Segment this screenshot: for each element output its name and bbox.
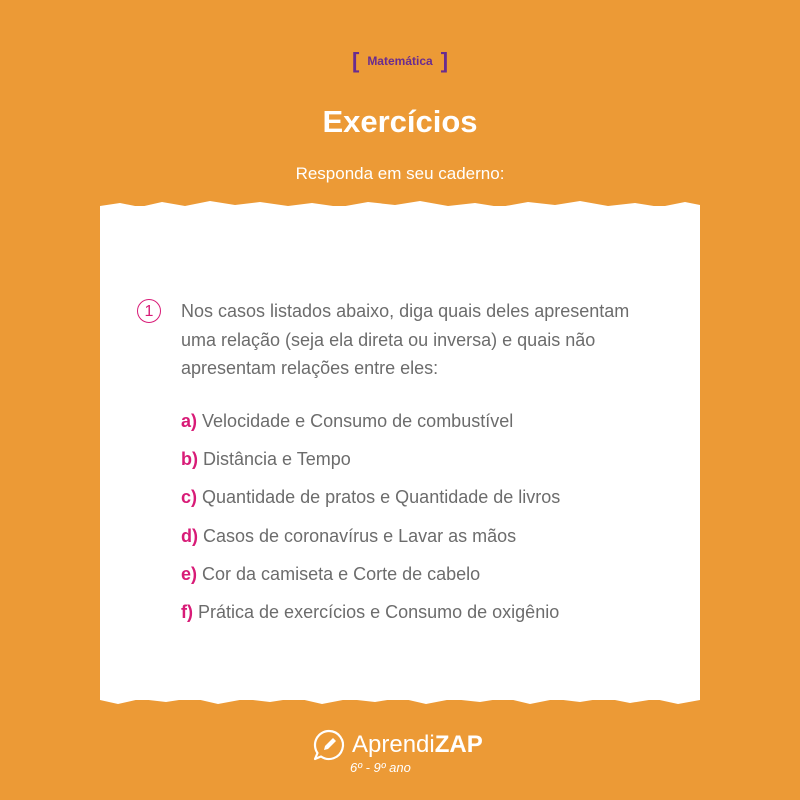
brand-bold: ZAP: [434, 731, 483, 758]
option-d: [181, 524, 681, 562]
option-letter: a): [181, 411, 198, 431]
grade-range: 6º - 9º ano: [350, 760, 411, 775]
chat-pencil-icon: [312, 728, 346, 762]
brand-light: Aprendi: [352, 731, 435, 758]
instruction-text: Responda em seu caderno:: [295, 164, 505, 183]
question-text: Nos casos listados abaixo, diga quais deles apresentam uma relação (seja ela direta ou inversa) e quais não apresentam relações entre eles:: [181, 301, 630, 378]
bracket-open: [: [351, 48, 360, 73]
paper-card: [100, 206, 700, 700]
option-c: [181, 485, 681, 523]
option-text: Velocidade e Consumo de combustível: [202, 411, 514, 431]
torn-edge-top: [100, 200, 700, 210]
option-letter: c): [181, 487, 198, 508]
option-b: [181, 447, 681, 485]
subject-text: Matemática: [367, 54, 433, 68]
option-f: [181, 600, 681, 638]
option-text: Cor da camiseta e Corte de cabelo: [202, 563, 481, 584]
option-letter: e): [181, 563, 198, 584]
option-text: Quantidade de pratos e Quantidade de livros: [202, 487, 561, 508]
option-letter: d): [181, 525, 198, 546]
option-text: Distância e Tempo: [203, 449, 351, 470]
brand-logo: [312, 726, 502, 778]
brand-name: [352, 730, 483, 760]
option-e: [181, 562, 681, 600]
question-number-badge: 1: [137, 299, 161, 323]
option-text: Casos de coronavírus e Lavar as mãos: [203, 525, 517, 546]
option-letter: f): [181, 601, 193, 622]
subject-label: [0, 48, 800, 74]
page-title: Exercícios: [322, 104, 478, 139]
option-letter: b): [181, 449, 198, 470]
torn-edge-bottom: [100, 696, 700, 706]
option-text: Prática de exercícios e Consumo de oxigênio: [198, 601, 560, 622]
options-list: [181, 409, 681, 638]
bracket-close: ]: [440, 48, 449, 73]
option-a: [181, 409, 681, 447]
